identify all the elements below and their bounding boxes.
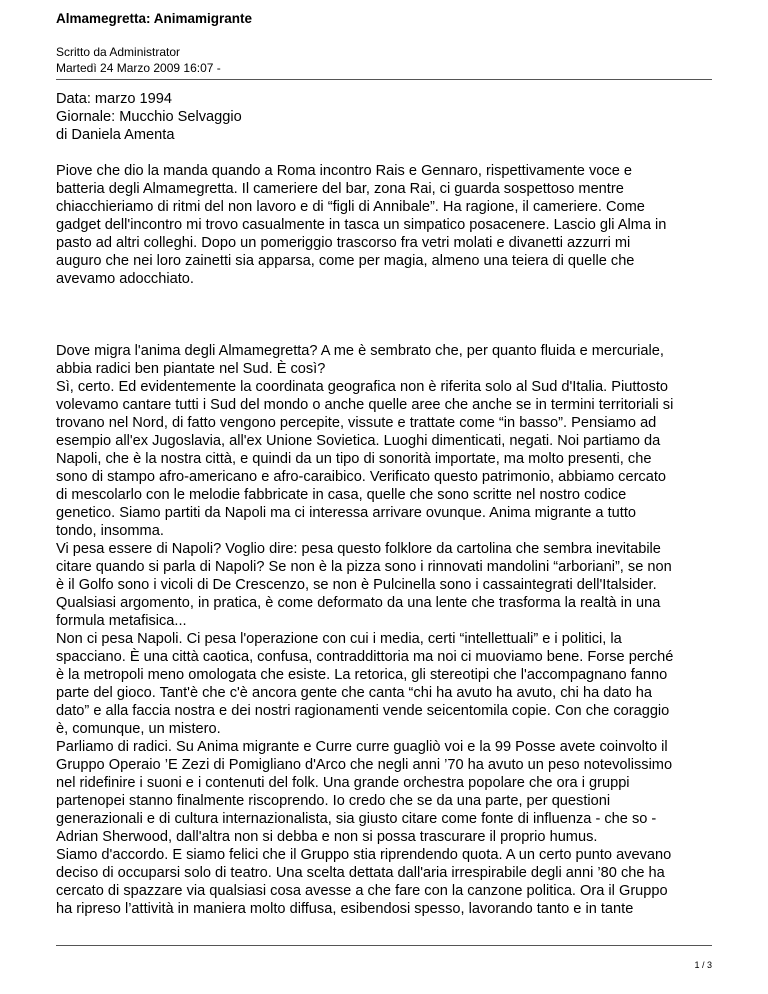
text-line: Vi pesa essere di Napoli? Voglio dire: pesa questo folklore da cartolina che sembra inevitabile bbox=[56, 541, 661, 557]
text-line: partenopei stanno finalmente riscoprendo. Io credo che se da una parte, per questioni bbox=[56, 793, 611, 809]
date-line: Martedì 24 Marzo 2009 16:07 - bbox=[56, 61, 221, 75]
text-line: sono di stampo afro-americano e afro-caraibico. Verificato questo patrimonio, abbiamo cercato bbox=[56, 469, 667, 485]
text-line: citare quando si parla di Napoli? Se non è la pizza sono i rinnovati mandolini “arboriani”, se non bbox=[56, 559, 672, 575]
header-divider bbox=[56, 79, 712, 80]
text-line: Piove che dio la manda quando a Roma incontro Rais e Gennaro, rispettivamente voce e bbox=[56, 163, 632, 179]
text-line: Non ci pesa Napoli. Ci pesa l'operazione con cui i media, certi “intellettuali” e i politici, la bbox=[56, 631, 622, 647]
text-line: pasto ad altri colleghi. Dopo un pomeriggio trascorso fra vetri molati e divanetti azzurri mi bbox=[56, 235, 631, 251]
text-line: deciso di occuparsi solo di teatro. Una scelta dettata dall'aria irrespirabile degli anni ’80 che ha bbox=[56, 865, 665, 881]
text-line: è il Golfo sono i vicoli di De Crescenzo, se non è Pulcinella sono i cassaintegrati dell'Italsider. bbox=[56, 577, 657, 593]
meta-data-line: Data: marzo 1994 bbox=[56, 91, 173, 107]
text-line: spacciano. È una città caotica, confusa, contraddittoria ma noi ci muoviamo bene. Forse perché bbox=[56, 649, 674, 665]
text-line: abbia radici ben piantate nel Sud. È così? bbox=[56, 361, 326, 377]
text-line: gadget dell'incontro mi trovo casualmente in tasca un simpatico posacenere. Lascio gli Alma in bbox=[56, 217, 667, 233]
text-line: cercato di spazzare via qualsiasi cosa avesse a che fare con la canzone politica. Ora il Gruppo bbox=[56, 883, 668, 899]
text-line: formula metafisica... bbox=[56, 613, 187, 629]
text-line: Gruppo Operaio ’E Zezi di Pomigliano d'Arco che negli anni ’70 ha avuto un peso notevolissimo bbox=[56, 757, 673, 773]
text-line: Sì, certo. Ed evidentemente la coordinata geografica non è riferita solo al Sud d'Italia. Piuttosto bbox=[56, 379, 669, 395]
spacer bbox=[56, 288, 712, 342]
text-line: di mescolarlo con le melodie fabbricate in casa, quelle che sono scritte nel nostro codice bbox=[56, 487, 627, 503]
page-number: 1 / 3 bbox=[694, 960, 712, 970]
text-line: chiacchieriamo di ritmi del non lavoro e di “figli di Annibale”. Ha ragione, il cameriere. Come bbox=[56, 199, 645, 215]
intro-paragraph bbox=[56, 162, 712, 288]
text-line: Napoli, che è la nostra città, e quindi da un tipo di sonorità importate, ma molto presenti, che bbox=[56, 451, 652, 467]
text-line: ha ripreso l’attività in maniera molto diffusa, esibendosi spesso, lavorando tanto e in tante bbox=[56, 901, 634, 917]
text-line: parte del gioco. Tant'è che c'è ancora gente che canta “chi ha avuto ha avuto, chi ha dato ha bbox=[56, 685, 652, 701]
text-line: nel ridefinire i suoni e i contenuti del folk. Una grande orchestra popolare che ora i gruppi bbox=[56, 775, 630, 791]
text-line: volevamo cantare tutti i Sud del mondo o anche quelle aree che anche se in termini territoriali si bbox=[56, 397, 674, 413]
meta-byline: di Daniela Amenta bbox=[56, 127, 175, 143]
text-line: Dove migra l'anima degli Almamegretta? A me è sembrato che, per quanto fluida e mercuriale, bbox=[56, 343, 664, 359]
text-line: Adrian Sherwood, dall'altra non si debba e non si possa trascurare il proprio humus. bbox=[56, 829, 598, 845]
article-title: Almamegretta: Animamigrante bbox=[56, 11, 253, 26]
text-line: Qualsiasi argomento, in pratica, è come deformato da una lente che trasforma la realtà in una bbox=[56, 595, 661, 611]
text-line: è, comunque, un mistero. bbox=[56, 721, 221, 737]
text-line: Siamo d'accordo. E siamo felici che il Gruppo stia riprendendo quota. A un certo punto avevano bbox=[56, 847, 672, 863]
spacer bbox=[56, 144, 712, 162]
text-line: esempio all'ex Jugoslavia, all'ex Unione Sovietica. Luoghi dimenticati, negati. Noi partiamo da bbox=[56, 433, 661, 449]
text-line: è la metropoli meno omologata che esiste. La retorica, gli stereotipi che l'accompagnano fanno bbox=[56, 667, 668, 683]
text-line: Parliamo di radici. Su Anima migrante e Curre curre guagliò voi e la 99 Posse avete coinvolto il bbox=[56, 739, 668, 755]
text-line: generazionali e di cultura internazionalista, sia giusto citare come fonte di influenza - che so - bbox=[56, 811, 657, 827]
article-body bbox=[56, 90, 712, 918]
text-line: genetico. Siamo partiti da Napoli ma ci interessa arrivare ovunque. Anima migrante a tutto bbox=[56, 505, 636, 521]
text-line: auguro che nei loro zainetti sia apparsa, come per magia, almeno una teiera di quelle che bbox=[56, 253, 635, 269]
text-line: dato” e alla faccia nostra e dei nostri ragionamenti vende seicentomila copie. Con che coraggio bbox=[56, 703, 670, 719]
author-line: Scritto da Administrator bbox=[56, 45, 181, 59]
article-meta bbox=[56, 90, 712, 144]
text-line: trovano nel Nord, di fatto vengono percepite, vissute e trattate come “in basso”. Pensiamo ad bbox=[56, 415, 657, 431]
text-line: batteria degli Almamegretta. Il cameriere del bar, zona Rai, ci guarda sospettoso mentre bbox=[56, 181, 624, 197]
interview-section bbox=[56, 342, 712, 918]
text-line: avevamo adocchiato. bbox=[56, 271, 194, 287]
footer-divider bbox=[56, 945, 712, 946]
meta-journal-line: Giornale: Mucchio Selvaggio bbox=[56, 109, 242, 125]
text-line: tondo, insomma. bbox=[56, 523, 164, 539]
